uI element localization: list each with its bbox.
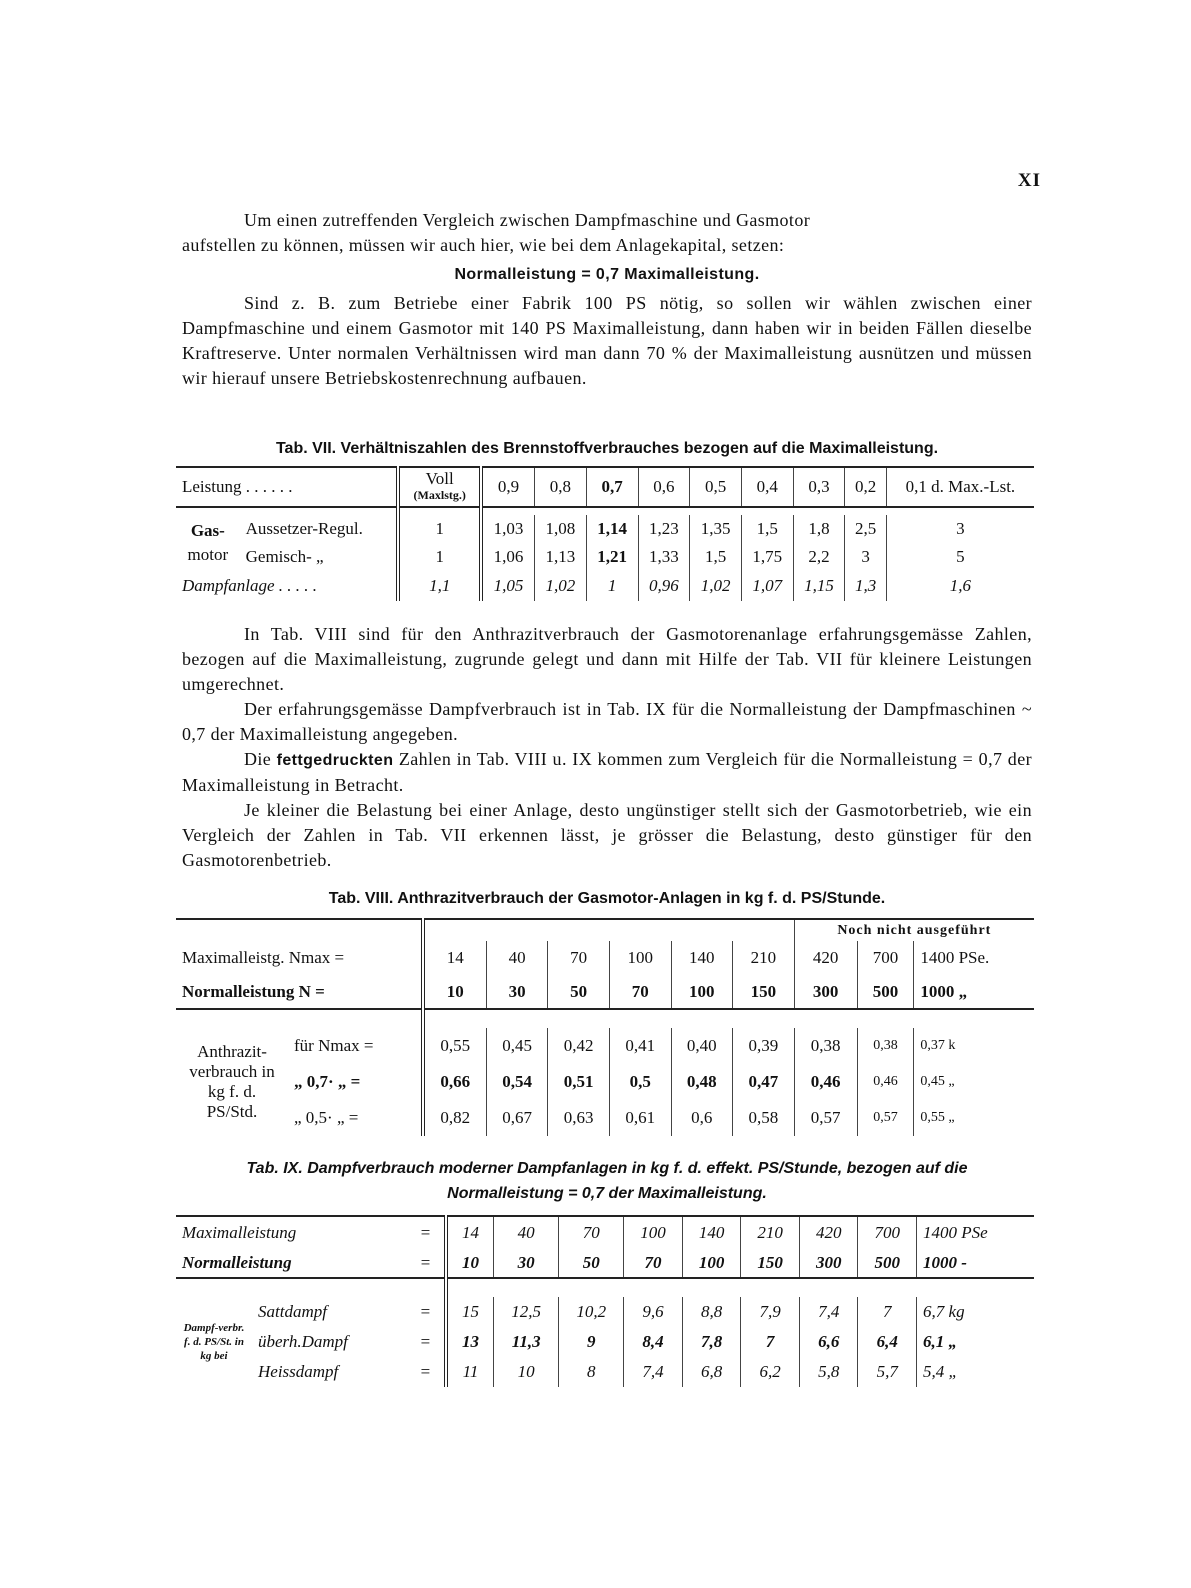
tab7-group-label: Gas- motor	[187, 521, 229, 564]
page-number: XI	[1017, 170, 1041, 191]
tab9-max-row: Maximalleistung = 14 40 70 100 140 210 420 700 1400 PSe	[176, 1216, 1034, 1248]
tab9-caption	[182, 1156, 1032, 1206]
tab8-caption: Tab. VIII. Anthrazitverbrauch der Gasmotor-Anlagen in kg f. d. PS/Stunde.	[328, 890, 886, 907]
tab9-row: Heissdampf = 11 10 8 7,4 6,8 6,2 5,8 5,7 5,4 „	[176, 1357, 1034, 1387]
middle-paragraph-3: Die fettgedruckten Zahlen in Tab. VIII u. IX kommen zum Vergleich für die Normalleistung = 0,7 der Maximalleistung in Betracht.	[182, 749, 1032, 795]
tab9-group-label: Dampf-verbr. f. d. PS/St. in kg bei	[183, 1322, 245, 1362]
tab8-group-label: Anthrazit-verbrauch in kg f. d. PS/Std.	[189, 1042, 275, 1121]
tab7-row: Dampfanlage . . . . . 1,1 1,05 1,02 1 0,96 1,02 1,07 1,15 1,3 1,6	[176, 571, 1034, 601]
tab8-max-row: Maximalleistg. Nmax = 14 40 70 100 140 210 420 700 1400 PSe.	[176, 941, 1034, 975]
middle-paragraph-2: Der erfahrungsgemässe Dampfverbrauch ist in Tab. IX für die Normalleistung der Dampfmaschinen ~ 0,7 der Maximalleistung angegeben.	[182, 699, 1032, 744]
formula: Normalleistung = 0,7 Maximalleistung.	[454, 266, 760, 283]
tab9-row: überh.Dampf = 13 11,3 9 8,4 7,8 7 6,6 6,4 6,1 „	[176, 1327, 1034, 1357]
tab8-table	[176, 918, 1034, 1136]
tab7-label-col: Leistung . . . . . .	[182, 477, 293, 496]
middle-paragraph-1: In Tab. VIII sind für den Anthrazitverbrauch der Gasmotorenanlage erfahrungsgemässe Zahlen, bezogen auf die Maximalleistung, zugrunde gelegt und dann mit Hilfe der Tab. VII für kleinere Leistungen umgerechnet.	[182, 624, 1032, 694]
tab7-row: Gemisch- „ 1 1,06 1,13 1,21 1,33 1,5 1,75 2,2 3 5	[176, 543, 1034, 571]
tab8-row: „ 0,5· „ = 0,82 0,67 0,63 0,61 0,6 0,58 0,57 0,57 0,55 „	[176, 1100, 1034, 1136]
tab8-row: Anthrazit-verbrauch in kg f. d. PS/Std. für Nmax = 0,55 0,45 0,42 0,41 0,40 0,39 0,38 0,38 0,37 k	[176, 1028, 1034, 1064]
tab8-norm-row: Normalleistung N = 10 30 50 70 100 150 300 500 1000 „	[176, 975, 1034, 1009]
tab9-caption-line-2: Normalleistung = 0,7 der Maximalleistung.	[447, 1185, 767, 1202]
tab8-not-executed: Noch nicht ausgeführt	[794, 919, 1034, 941]
intro-line-1: Um einen zutreffenden Vergleich zwischen Dampfmaschine und Gasmotor	[244, 210, 811, 230]
tab9-table	[176, 1215, 1034, 1387]
tab9-norm-row: Normalleistung = 10 30 50 70 100 150 300 500 1000 -	[176, 1248, 1034, 1278]
tab7-table: Leistung . . . . . . Voll (Maxlstg.) 0,9 0,8 0,7 0,6 0,5 0,4 0,3 0,2 0,1 d. Max.-Lst. Gas- motor Aussetzer-Regul. 1 1,03 1,08 1,14 1,23 1,35 1,5 1,8 2,5 3 Gemisch- „ 1 1,06 1,13 1,21 1,33 1,5 1,75 2,2 3 5 Dampfanlage . . . . . 1,1 1,05 1,02 1 0,96 1,02 1,07 1,15 1,3 1,6	[176, 466, 1034, 601]
tab7-row: Gas- motor Aussetzer-Regul. 1 1,03 1,08 1,14 1,23 1,35 1,5 1,8 2,5 3	[176, 515, 1034, 543]
tab9-row: Dampf-verbr. f. d. PS/St. in kg bei Sattdampf = 15 12,5 10,2 9,6 8,8 7,9 7,4 7 6,7 kg	[176, 1297, 1034, 1327]
intro-line-2: aufstellen zu können, müssen wir auch hier, wie bei dem Anlagekapital, setzen:	[182, 235, 785, 255]
tab7-caption: Tab. VII. Verhältniszahlen des Brennstoffverbrauches bezogen auf die Maximalleistung.	[275, 440, 939, 457]
tab8-row: „ 0,7· „ = 0,66 0,54 0,51 0,5 0,48 0,47 0,46 0,46 0,45 „	[176, 1064, 1034, 1100]
tab7-voll: Voll (Maxlstg.)	[398, 467, 481, 507]
intro-block	[182, 208, 1032, 391]
middle-block	[182, 622, 1032, 873]
intro-paragraph-2: Sind z. B. zum Betriebe einer Fabrik 100 PS nötig, so sollen wir wählen zwischen einer Dampfmaschine und einem Gasmotor mit 140 PS Maximalleistung, dann haben wir in beiden Fällen dieselbe Kraftreserve. Unter normalen Verhältnissen wird man dann 70 % der Maximalleistung ausnützen und müssen wir hierauf unsere Betriebskostenrechnung aufbauen.	[182, 293, 1032, 388]
tab9-caption-line-1: Tab. IX. Dampfverbrauch moderner Dampfanlagen in kg f. d. effekt. PS/Stunde, bezogen auf die	[246, 1160, 968, 1177]
middle-paragraph-4: Je kleiner die Belastung bei einer Anlage, desto ungünstiger stellt sich der Gasmotorbetrieb, wie ein Vergleich der Zahlen in Tab. VII erkennen lässt, je grösser die Belastung, desto günstiger für den Gasmotorenbetrieb.	[182, 800, 1032, 870]
